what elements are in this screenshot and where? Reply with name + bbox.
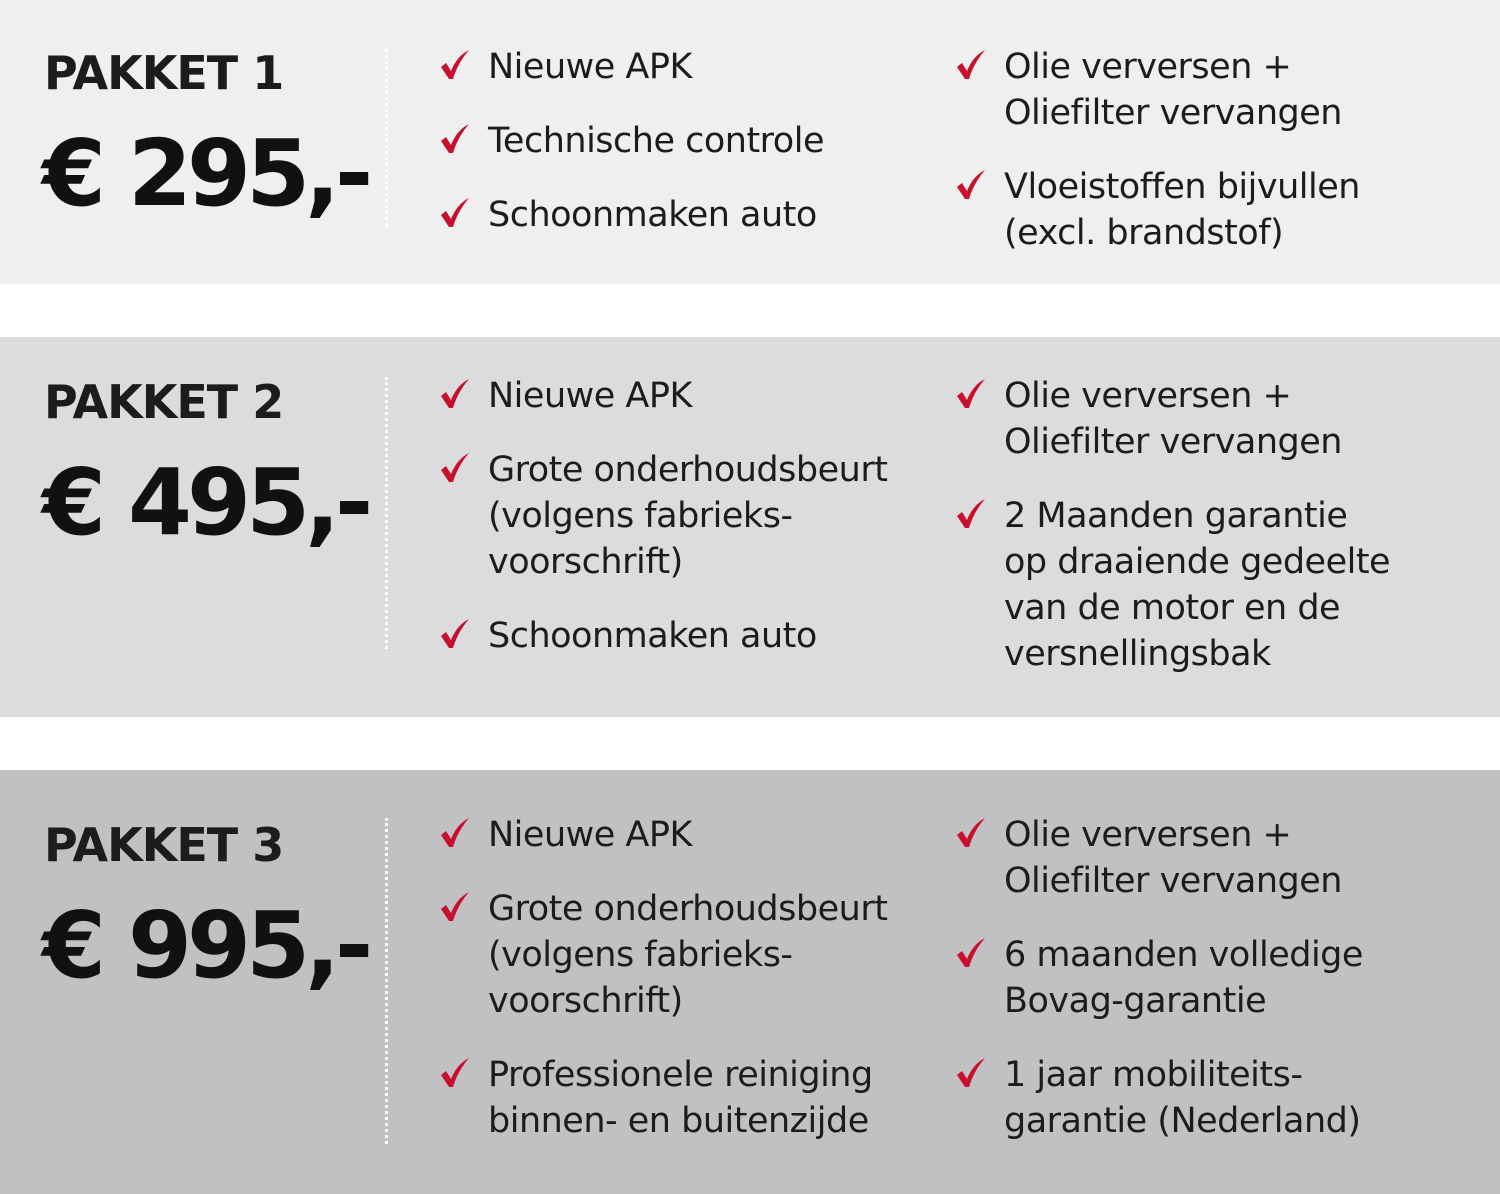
feature-list-left — [438, 812, 908, 1144]
checkmark-icon — [954, 816, 988, 850]
checkmark-icon — [438, 377, 472, 411]
checkmark-icon — [438, 48, 472, 82]
feature-item: Schoonmaken auto — [438, 613, 908, 659]
feature-list-right — [954, 812, 1474, 1144]
feature-item: 2 Maanden garantie op draaiende gedeelte van de motor en de versnellingsbak — [954, 493, 1474, 677]
feature-item: Nieuwe APK — [438, 373, 908, 419]
checkmark-icon — [438, 1056, 472, 1090]
feature-list-left — [438, 44, 908, 238]
package-3-panel — [0, 770, 1500, 1194]
feature-list-right — [954, 44, 1474, 256]
checkmark-icon — [954, 48, 988, 82]
feature-item: Olie verversen + Oliefilter vervangen — [954, 44, 1474, 136]
package-2-panel — [0, 337, 1500, 717]
package-price: € 295,- — [42, 120, 369, 227]
package-title: PAKKET 2 — [44, 375, 284, 429]
package-price: € 495,- — [42, 449, 369, 556]
feature-list-right — [954, 373, 1474, 677]
checkmark-icon — [954, 936, 988, 970]
checkmark-icon — [954, 1056, 988, 1090]
feature-item: Schoonmaken auto — [438, 192, 908, 238]
feature-item: Vloeistoffen bijvullen (excl. brandstof) — [954, 164, 1474, 256]
package-title: PAKKET 3 — [44, 818, 284, 872]
feature-item: Grote onderhoudsbeurt (volgens fabrieks- voorschrift) — [438, 447, 908, 585]
checkmark-icon — [438, 816, 472, 850]
package-price: € 995,- — [42, 892, 369, 999]
checkmark-icon — [438, 890, 472, 924]
checkmark-icon — [438, 122, 472, 156]
feature-item: Nieuwe APK — [438, 44, 908, 90]
feature-item: Grote onderhoudsbeurt (volgens fabrieks- voorschrift) — [438, 886, 908, 1024]
package-1-panel — [0, 0, 1500, 284]
checkmark-icon — [954, 168, 988, 202]
package-title: PAKKET 1 — [44, 46, 284, 100]
divider — [385, 48, 388, 228]
feature-item: 6 maanden volledige Bovag-garantie — [954, 932, 1474, 1024]
divider — [385, 377, 388, 649]
feature-item: Professionele reiniging binnen- en buitenzijde — [438, 1052, 908, 1144]
divider — [385, 818, 388, 1144]
feature-item: Olie verversen + Oliefilter vervangen — [954, 373, 1474, 465]
feature-item: 1 jaar mobiliteits- garantie (Nederland) — [954, 1052, 1474, 1144]
checkmark-icon — [954, 497, 988, 531]
checkmark-icon — [954, 377, 988, 411]
feature-item: Nieuwe APK — [438, 812, 908, 858]
feature-item: Technische controle — [438, 118, 908, 164]
checkmark-icon — [438, 196, 472, 230]
feature-list-left — [438, 373, 908, 659]
feature-item: Olie verversen + Oliefilter vervangen — [954, 812, 1474, 904]
checkmark-icon — [438, 451, 472, 485]
checkmark-icon — [438, 617, 472, 651]
